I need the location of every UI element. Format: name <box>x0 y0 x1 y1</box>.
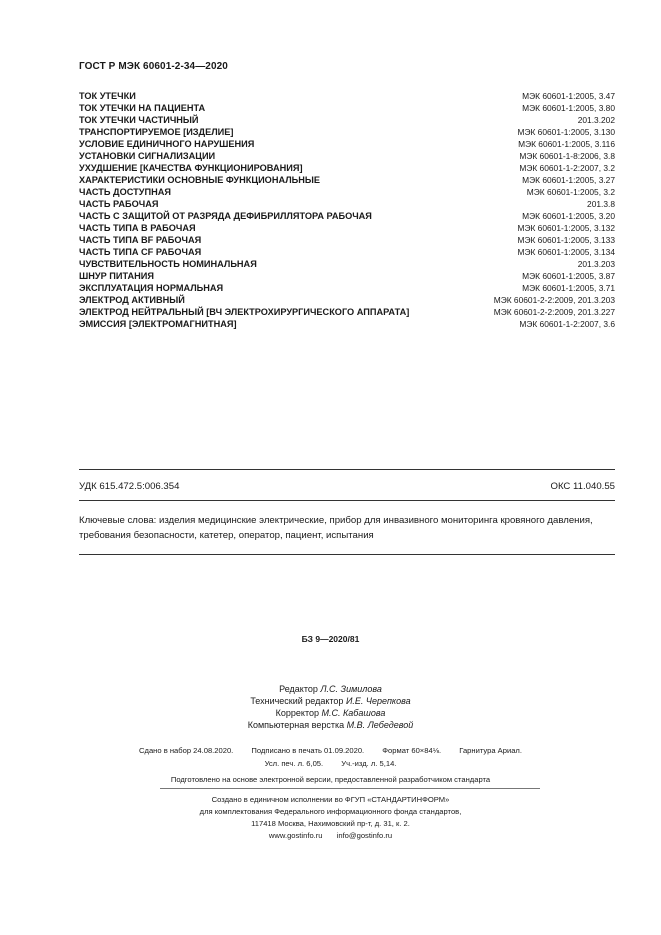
term-reference: МЭК 60601-1:2005, 3.27 <box>522 175 615 185</box>
term-name: ЭЛЕКТРОД НЕЙТРАЛЬНЫЙ [ВЧ ЭЛЕКТРОХИРУРГИЧЕСКОГО АППАРАТА] <box>79 307 410 317</box>
website-link[interactable]: www.gostinfo.ru <box>268 831 323 840</box>
term-row <box>79 294 615 306</box>
bz-number: БЗ 9—2020/81 <box>301 634 360 644</box>
term-reference: МЭК 60601-2-2:2009, 201.3.203 <box>493 295 615 305</box>
term-name: УСЛОВИЕ ЕДИНИЧНОГО НАРУШЕНИЯ <box>79 139 255 149</box>
term-reference: МЭК 60601-1-2:2007, 3.6 <box>519 319 615 329</box>
credit-layout: Компьютерная верстка М.В. Лебедевой <box>247 720 414 730</box>
term-row <box>79 306 615 318</box>
publisher-block <box>0 794 661 842</box>
term-row <box>79 282 615 294</box>
term-row <box>79 198 615 210</box>
term-reference: МЭК 60601-2-2:2009, 201.3.227 <box>493 307 615 317</box>
term-row <box>79 126 615 138</box>
term-row <box>79 234 615 246</box>
divider-publisher <box>160 788 540 789</box>
term-reference: МЭК 60601-1:2005, 3.20 <box>522 211 615 221</box>
term-reference: МЭК 60601-1-8:2006, 3.8 <box>519 151 615 161</box>
publisher-address: 117418 Москва, Нахимовский пр-т, д. 31, к. 2. <box>251 819 410 828</box>
term-reference: МЭК 60601-1:2005, 3.80 <box>522 103 615 113</box>
divider-middle <box>79 500 615 501</box>
term-reference: МЭК 60601-1:2005, 3.87 <box>522 271 615 281</box>
term-reference: МЭК 60601-1:2005, 3.71 <box>522 283 615 293</box>
term-name: ЧАСТЬ ТИПА BF РАБОЧАЯ <box>79 235 202 245</box>
term-reference: 201.3.203 <box>577 259 615 269</box>
classification-row <box>79 481 615 492</box>
signed-date: Подписано в печать 01.09.2020. <box>251 746 365 755</box>
print-info-line-2 <box>0 757 661 770</box>
term-name: ЧАСТЬ ТИПА CF РАБОЧАЯ <box>79 247 202 257</box>
term-reference: МЭК 60601-1:2005, 3.47 <box>522 91 615 101</box>
term-row <box>79 174 615 186</box>
term-row <box>79 150 615 162</box>
term-row <box>79 138 615 150</box>
term-row <box>79 318 615 330</box>
publisher-contacts <box>0 830 661 842</box>
print-format: Формат 60×84⅛. <box>382 746 442 755</box>
term-reference: МЭК 60601-1:2005, 3.132 <box>517 223 615 233</box>
term-row <box>79 90 615 102</box>
term-name: ЭМИССИЯ [ЭЛЕКТРОМАГНИТНАЯ] <box>79 319 237 329</box>
divider-top <box>79 469 615 470</box>
print-font: Гарнитура Ариал. <box>459 746 522 755</box>
divider-bottom <box>79 554 615 555</box>
term-row <box>79 186 615 198</box>
term-name: ЭКСПЛУАТАЦИЯ НОРМАЛЬНАЯ <box>79 283 224 293</box>
term-row <box>79 102 615 114</box>
term-reference: МЭК 60601-1:2005, 3.116 <box>518 139 615 149</box>
credit-editor: Редактор Л.С. Зимилова <box>279 684 382 694</box>
term-row <box>79 270 615 282</box>
term-name: ЧАСТЬ РАБОЧАЯ <box>79 199 159 209</box>
term-row <box>79 258 615 270</box>
term-reference: МЭК 60601-1:2005, 3.130 <box>517 127 615 137</box>
term-name: ШНУР ПИТАНИЯ <box>79 271 154 281</box>
term-row <box>79 162 615 174</box>
publisher-line-2: для комплектования Федерального информационного фонда стандартов, <box>199 807 462 816</box>
term-reference: 201.3.202 <box>577 115 615 125</box>
credits-block <box>0 683 661 731</box>
term-reference: МЭК 60601-1:2005, 3.133 <box>517 235 615 245</box>
oks-code: ОКС 11.040.55 <box>550 481 615 492</box>
prepared-note: Подготовлено на основе электронной версии, предоставленной разработчиком стандарта <box>170 775 491 784</box>
term-name: ЧАСТЬ ДОСТУПНАЯ <box>79 187 171 197</box>
term-name: УСТАНОВКИ СИГНАЛИЗАЦИИ <box>79 151 216 161</box>
term-name: ТОК УТЕЧКИ <box>79 91 136 101</box>
publication-sheets: Уч.-изд. л. 5,14. <box>341 759 397 768</box>
term-name: ЧАСТЬ ТИПА В РАБОЧАЯ <box>79 223 196 233</box>
term-reference: 201.3.8 <box>587 199 615 209</box>
term-name: ЧАСТЬ С ЗАЩИТОЙ ОТ РАЗРЯДА ДЕФИБРИЛЛЯТОРА РАБОЧАЯ <box>79 211 372 221</box>
publisher-line-1: Создано в единичном исполнении во ФГУП «СТАНДАРТИНФОРМ» <box>211 795 450 804</box>
term-reference: МЭК 60601-1:2005, 3.134 <box>517 247 615 257</box>
udk-code: УДК 615.472.5:006.354 <box>79 481 180 492</box>
term-row <box>79 246 615 258</box>
credit-tech-editor: Технический редактор И.Е. Черепкова <box>250 696 411 706</box>
term-name: ЧУВСТВИТЕЛЬНОСТЬ НОМИНАЛЬНАЯ <box>79 259 257 269</box>
term-name: ЭЛЕКТРОД АКТИВНЫЙ <box>79 295 185 305</box>
term-row <box>79 210 615 222</box>
term-row <box>79 114 615 126</box>
email-link[interactable]: info@gostinfo.ru <box>336 831 393 840</box>
print-info <box>0 744 661 770</box>
term-reference: МЭК 60601-1-2:2007, 3.2 <box>519 163 615 173</box>
term-name: ТОК УТЕЧКИ НА ПАЦИЕНТА <box>79 103 206 113</box>
terms-index <box>79 90 615 330</box>
term-reference: МЭК 60601-1:2005, 3.2 <box>526 187 615 197</box>
print-info-line-1 <box>0 744 661 757</box>
term-name: ТОК УТЕЧКИ ЧАСТИЧНЫЙ <box>79 115 199 125</box>
term-row <box>79 222 615 234</box>
term-name: УХУДШЕНИЕ [КАЧЕСТВА ФУНКЦИОНИРОВАНИЯ] <box>79 163 303 173</box>
credit-corrector: Корректор М.С. Кабашова <box>275 708 386 718</box>
term-name: ТРАНСПОРТИРУЕМОЕ [ИЗДЕЛИЕ] <box>79 127 234 137</box>
keywords-paragraph: Ключевые слова: изделия медицинские электрические, прибор для инвазивного мониторинга кровяного давления, требования безопасности, катетер, оператор, пациент, испытания <box>79 515 593 541</box>
set-date: Сдано в набор 24.08.2020. <box>139 746 234 755</box>
term-name: ХАРАКТЕРИСТИКИ ОСНОВНЫЕ ФУНКЦИОНАЛЬНЫЕ <box>79 175 321 185</box>
document-header: ГОСТ Р МЭК 60601-2-34—2020 <box>79 61 228 72</box>
print-sheets: Усл. печ. л. 6,05. <box>264 759 324 768</box>
